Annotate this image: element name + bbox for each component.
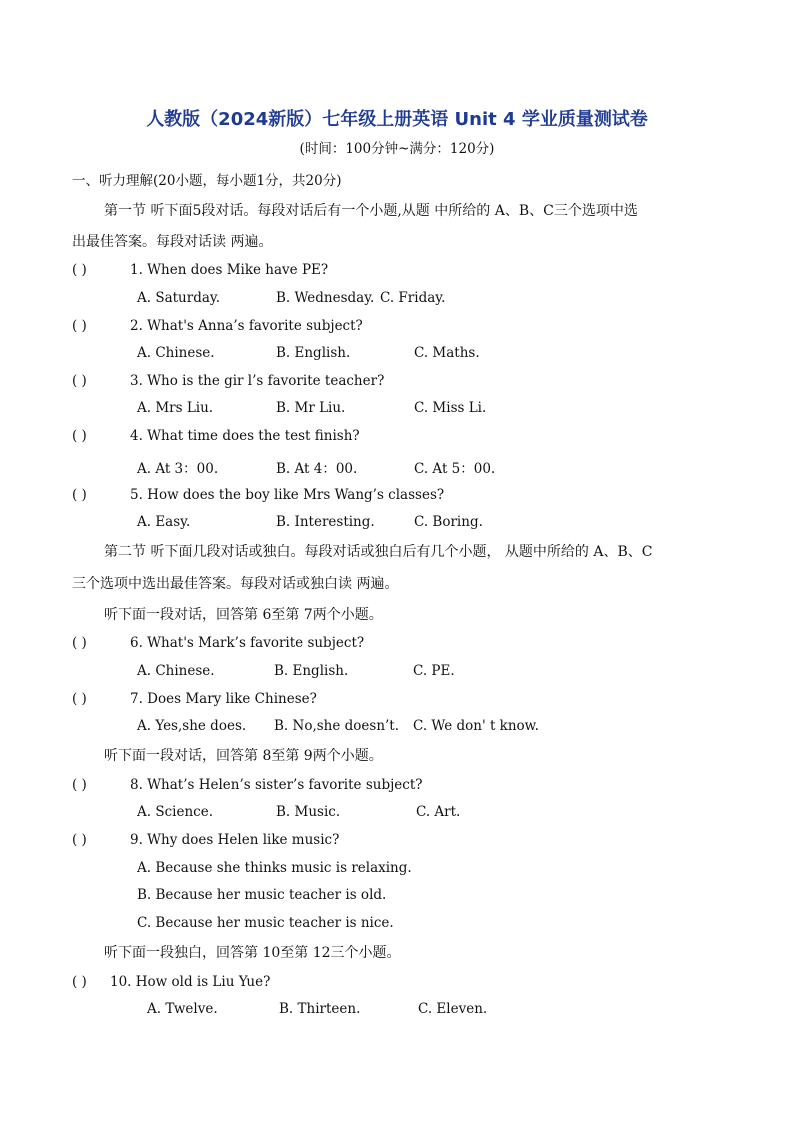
option-a: A. Mrs Liu. [137, 400, 214, 416]
option-a: A. Chinese. [137, 345, 215, 361]
option-b: B. Thirteen. [279, 1001, 361, 1017]
intro-10-12: 听下面一段独白，回答第 10至第 12三个小题。 [104, 945, 401, 961]
answer-blank[interactable]: ( ) [72, 373, 87, 389]
option-a: A. Yes,she does. [137, 718, 247, 734]
option-c: C. Miss Li. [414, 400, 487, 416]
answer-blank[interactable]: ( ) [72, 428, 87, 444]
part2-instructions-cont: 三个选项中选出最佳答案。每段对话或独白读 两遍。 [72, 576, 399, 592]
question-9 [72, 832, 339, 848]
option-b: B. English. [274, 663, 349, 679]
option-c: C. Art. [416, 804, 461, 820]
option-c: C. Friday. [380, 290, 446, 306]
question-text: 4. What time does the test finish? [130, 428, 360, 444]
intro-6-7: 听下面一段对话，回答第 6至第 7两个小题。 [104, 607, 383, 623]
option-b: B. English. [276, 345, 351, 361]
question-text: 8. What’s Helen’s sister’s favorite subject? [130, 777, 423, 793]
answer-blank[interactable]: ( ) [72, 262, 87, 278]
answer-blank[interactable]: ( ) [72, 974, 87, 990]
option-a: A. Twelve. [147, 1001, 218, 1017]
answer-blank[interactable]: ( ) [72, 777, 87, 793]
option-c: C. Eleven. [418, 1001, 488, 1017]
question-text: 7. Does Mary like Chinese? [130, 691, 317, 707]
part1-instructions: 第一节 听下面5段对话。每段对话后有一个小题,从题 中所给的 A、B、C三个选项中选 [104, 203, 638, 219]
option-b: B. No,she doesn’t. [274, 718, 400, 734]
question-8 [72, 777, 423, 793]
option-c: C. We don' t know. [413, 718, 539, 734]
answer-blank[interactable]: ( ) [72, 635, 87, 651]
answer-blank[interactable]: ( ) [72, 318, 87, 334]
part2-instructions: 第二节 听下面几段对话或独白。每段对话或独白后有几个小题， 从题中所给的 A、B、C [104, 544, 653, 560]
question-text: 1. When does Mike have PE? [130, 262, 329, 278]
option-a: A. Saturday. [137, 290, 221, 306]
option-b: B. Wednesday. [276, 290, 375, 306]
question-4 [72, 428, 360, 444]
option-c: C. Maths. [414, 345, 480, 361]
option-a: A. Because she thinks music is relaxing. [137, 860, 412, 876]
part1-instructions-cont: 出最佳答案。每段对话读 两遍。 [72, 234, 273, 250]
option-b: B. Music. [276, 804, 341, 820]
question-5 [72, 487, 444, 503]
question-text: 6. What's Mark’s favorite subject? [130, 635, 365, 651]
option-c: C. Because her music teacher is nice. [137, 915, 394, 931]
question-text: 10. How old is Liu Yue? [110, 974, 271, 990]
option-a: A. Easy. [137, 514, 191, 530]
exam-title: 人教版（2024新版）七年级上册英语 Unit 4 学业质量测试卷 [146, 109, 648, 130]
question-text: 9. Why does Helen like music? [130, 832, 340, 848]
exam-subtitle: (时间：100分钟~满分：120分) [299, 141, 495, 157]
option-b: B. Interesting. [276, 514, 375, 530]
option-c: C. At 5：00. [414, 461, 496, 477]
answer-blank[interactable]: ( ) [72, 487, 87, 503]
option-a: A. At 3：00. [137, 461, 219, 477]
intro-8-9: 听下面一段对话，回答第 8至第 9两个小题。 [104, 748, 383, 764]
option-a: A. Science. [137, 804, 213, 820]
question-text: 2. What's Anna’s favorite subject? [130, 318, 363, 334]
option-a: A. Chinese. [137, 663, 215, 679]
question-10 [72, 974, 270, 990]
option-c: C. PE. [413, 663, 455, 679]
answer-blank[interactable]: ( ) [72, 691, 87, 707]
question-7 [72, 691, 317, 707]
answer-blank[interactable]: ( ) [72, 832, 87, 848]
question-text: 3. Who is the gir l’s favorite teacher? [130, 373, 385, 389]
question-2 [72, 318, 363, 334]
question-1 [72, 262, 328, 278]
question-3 [72, 373, 384, 389]
option-b: B. At 4：00. [276, 461, 358, 477]
question-text: 5. How does the boy like Mrs Wang’s classes? [130, 487, 445, 503]
question-6 [72, 635, 364, 651]
section-heading: 一、听力理解(20小题，每小题1分，共20分) [72, 173, 342, 189]
option-b: B. Mr Liu. [276, 400, 346, 416]
option-b: B. Because her music teacher is old. [137, 887, 387, 903]
option-c: C. Boring. [414, 514, 483, 530]
